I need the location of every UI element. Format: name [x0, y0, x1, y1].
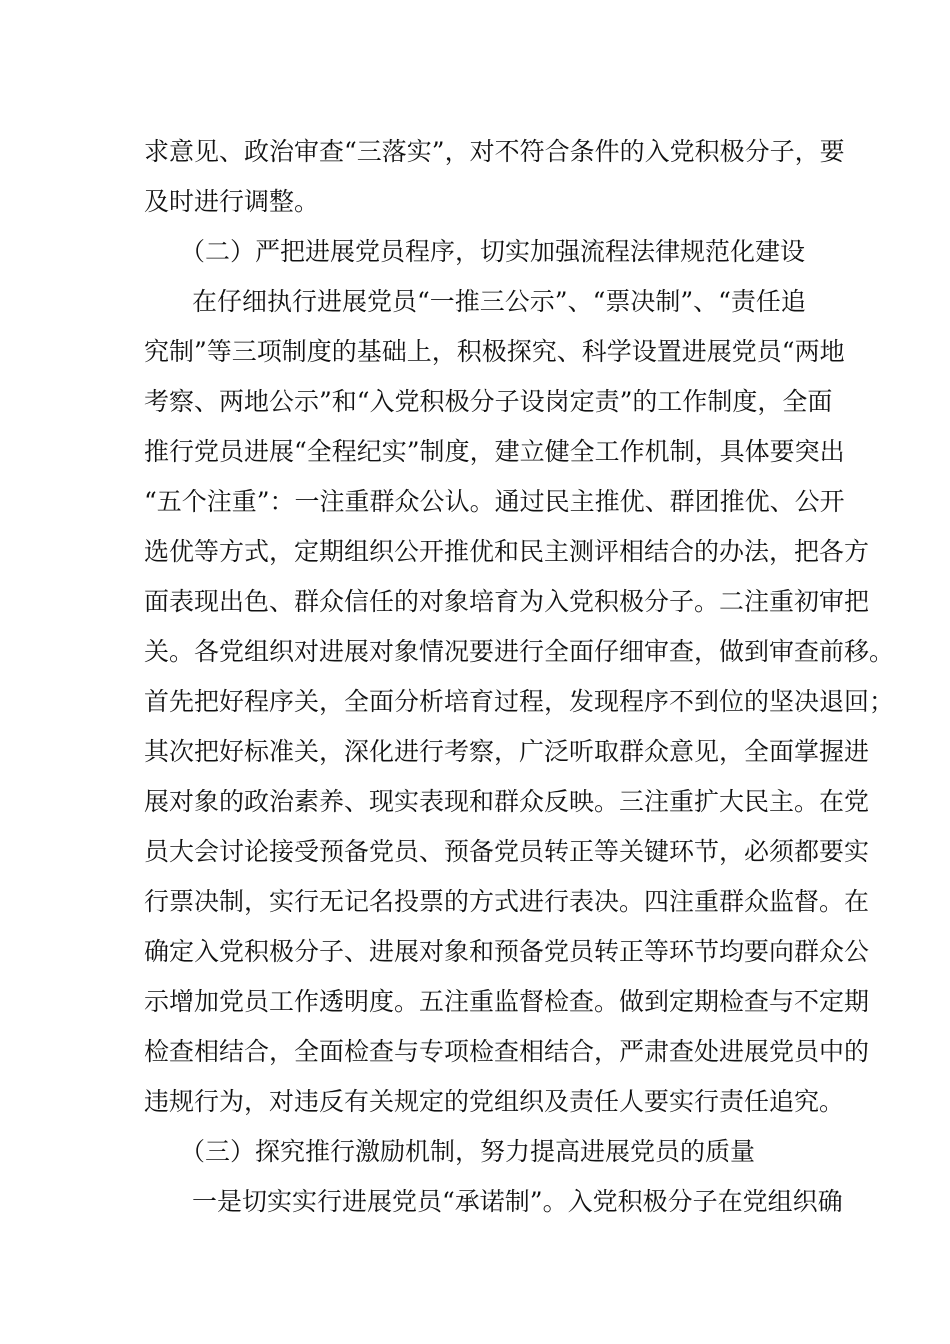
- section-heading: （三）探究推行激励机制，努力提高进展党员的质量: [180, 1137, 756, 1166]
- text-line: 首先把好程序关，全面分析培育过程，发现程序不到位的坚决退回；: [144, 687, 895, 716]
- text-line: 面表现出色、群众信任的对象培育为入党积极分子。二注重初审把: [144, 587, 870, 616]
- text-line: 确定入党积极分子、进展对象和预备党员转正等环节均要向群众公: [144, 937, 870, 966]
- text-line: “五个注重”：一注重群众公认。通过民主推优、群团推优、公开: [144, 487, 845, 516]
- text-line: 一是切实实行进展党员“承诺制”。入党积极分子在党组织确: [192, 1187, 843, 1216]
- text-line: 求意见、政治审查“三落实”，对不符合条件的入党积极分子，要: [144, 137, 845, 166]
- text-line: 推行党员进展“全程纪实”制度，建立健全工作机制，具体要突出: [144, 437, 845, 466]
- text-line: 员大会讨论接受预备党员、预备党员转正等关键环节，必须都要实: [144, 837, 870, 866]
- text-line: 展对象的政治素养、现实表现和群众反映。三注重扩大民主。在党: [144, 787, 870, 816]
- text-line: 在仔细执行进展党员“一推三公示”、“票决制”、“责任追: [192, 287, 806, 316]
- text-line: 检查相结合，全面检查与专项检查相结合，严肃查处进展党员中的: [144, 1037, 870, 1066]
- section-heading: （二）严把进展党员程序，切实加强流程法律规范化建设: [180, 237, 806, 266]
- text-line: 违规行为，对违反有关规定的党组织及责任人要实行责任追究。: [144, 1087, 845, 1116]
- text-line: 其次把好标准关，深化进行考察，广泛听取群众意见，全面掌握进: [144, 737, 870, 766]
- text-line: 考察、两地公示”和“入党积极分子设岗定责”的工作制度，全面: [144, 387, 833, 416]
- text-line: 关。各党组织对进展对象情况要进行全面仔细审查，做到审查前移。: [144, 637, 895, 666]
- text-line: 选优等方式，定期组织公开推优和民主测评相结合的办法，把各方: [144, 537, 870, 566]
- text-line: 示增加党员工作透明度。五注重监督检查。做到定期检查与不定期: [144, 987, 870, 1016]
- text-line: 究制”等三项制度的基础上，积极探究、科学设置进展党员“两地: [144, 337, 845, 366]
- text-line: 及时进行调整。: [144, 187, 320, 216]
- text-line: 行票决制，实行无记名投票的方式进行表决。四注重群众监督。在: [144, 887, 870, 916]
